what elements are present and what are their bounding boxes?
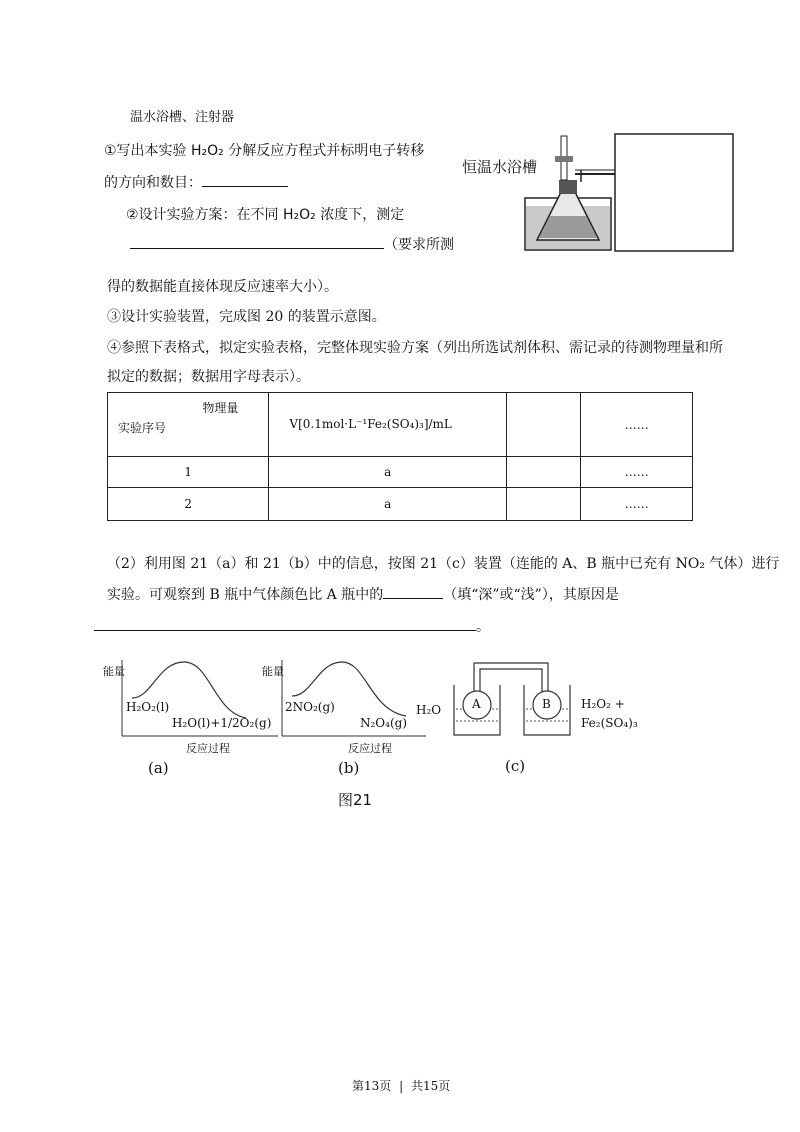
figure-b-xlabel: 反应过程	[348, 742, 392, 755]
corner-bottom-label: 实验序号	[118, 421, 167, 435]
answer-blank-1[interactable]	[202, 172, 288, 187]
table-header-row	[108, 393, 693, 457]
row-id: 2	[108, 488, 269, 521]
table-row	[108, 488, 693, 521]
water-bath-label: 恒温水浴槽	[462, 158, 538, 176]
figure-c-apparatus	[440, 655, 580, 745]
text-line-1: 得的数据能直接体现反应速率大小）。	[107, 279, 338, 295]
answer-blank-4[interactable]	[94, 616, 476, 631]
corner-top-label: 物理量	[202, 401, 239, 415]
figure-b-end-label: N₂O₄(g)	[360, 716, 408, 730]
figure-c-left-label: H₂O	[416, 703, 442, 717]
answer-blank-2[interactable]	[130, 234, 384, 249]
page-footer	[352, 1077, 450, 1094]
bottle-b-label: B	[542, 697, 551, 711]
row-blank-cell[interactable]	[507, 488, 581, 521]
figure-a-caption: (a)	[148, 759, 169, 777]
question-4-line-1: ④参照下表格式，拟定实验表格，完整体现实验方案（列出所选试剂体积、需记录的待测物理量和所	[107, 340, 723, 356]
question-1-line-1: ①写出本实验 H₂O₂ 分解反应方程式并标明电子转移	[104, 143, 425, 159]
figure-a-ylabel: 能量	[103, 665, 125, 678]
water-bath-apparatus	[525, 136, 615, 250]
experiment-table	[107, 392, 693, 521]
row-blank-cell[interactable]	[507, 457, 581, 488]
figure-c-right-label-1: H₂O₂ +	[581, 697, 625, 711]
row-ellipsis: ……	[581, 488, 693, 521]
figure-a-start-label: H₂O₂(l)	[126, 700, 170, 714]
figure-c-caption: (c)	[505, 757, 526, 775]
row-volume: a	[269, 457, 507, 488]
blank-header-cell[interactable]	[507, 393, 581, 457]
figure-b-start-label: 2NO₂(g)	[285, 700, 335, 714]
row-id: 1	[108, 457, 269, 488]
figure-c-right-label-2: Fe₂(SO₄)₃	[581, 716, 638, 730]
page-number: 第13页	[352, 1079, 392, 1093]
question-2-line-2: （要求所测	[130, 234, 454, 254]
question-4-line-2: 拟定的数据；数据用字母表示）。	[107, 369, 310, 385]
part2-line-1: （2）利用图 21（a）和 21（b）中的信息，按图 21（c）装置（连能的 A、B 瓶中已充有 NO₂ 气体）进行	[107, 556, 780, 572]
row-ellipsis: ……	[581, 457, 693, 488]
table-corner-cell	[108, 393, 269, 457]
figure-b-caption: (b)	[338, 759, 360, 777]
ellipsis-header: ……	[581, 393, 693, 457]
figure-b-ylabel: 能量	[262, 665, 284, 678]
row-volume: a	[269, 488, 507, 521]
figure-a-xlabel: 反应过程	[186, 742, 230, 755]
apparatus-figure	[455, 130, 745, 258]
answer-drawing-box[interactable]	[615, 134, 733, 251]
table-row	[108, 457, 693, 488]
question-3: ③设计实验装置，完成图 20 的装置示意图。	[107, 309, 386, 325]
part2-line-2: 实验。可观察到 B 瓶中气体颜色比 A 瓶中的 （填“深”或“浅”），其原因是	[107, 584, 619, 604]
volume-header: V[0.1mol·L⁻¹Fe₂(SO₄)₃]/mL	[269, 393, 507, 457]
footer-separator: |	[399, 1079, 404, 1093]
materials-line: 温水浴槽、注射器	[130, 110, 235, 125]
part2-line-3: 。	[94, 616, 490, 636]
figure-title: 图21	[338, 791, 373, 809]
question-1-line-2: 的方向和数目：	[104, 172, 288, 192]
page-total: 共15页	[410, 1079, 451, 1093]
figure-a-end-label: H₂O(l)+1/2O₂(g)	[172, 716, 272, 730]
answer-blank-3[interactable]	[383, 584, 443, 599]
bottle-a-label: A	[472, 697, 481, 711]
question-2-line-1: ②设计实验方案：在不同 H₂O₂ 浓度下，测定	[126, 207, 405, 223]
